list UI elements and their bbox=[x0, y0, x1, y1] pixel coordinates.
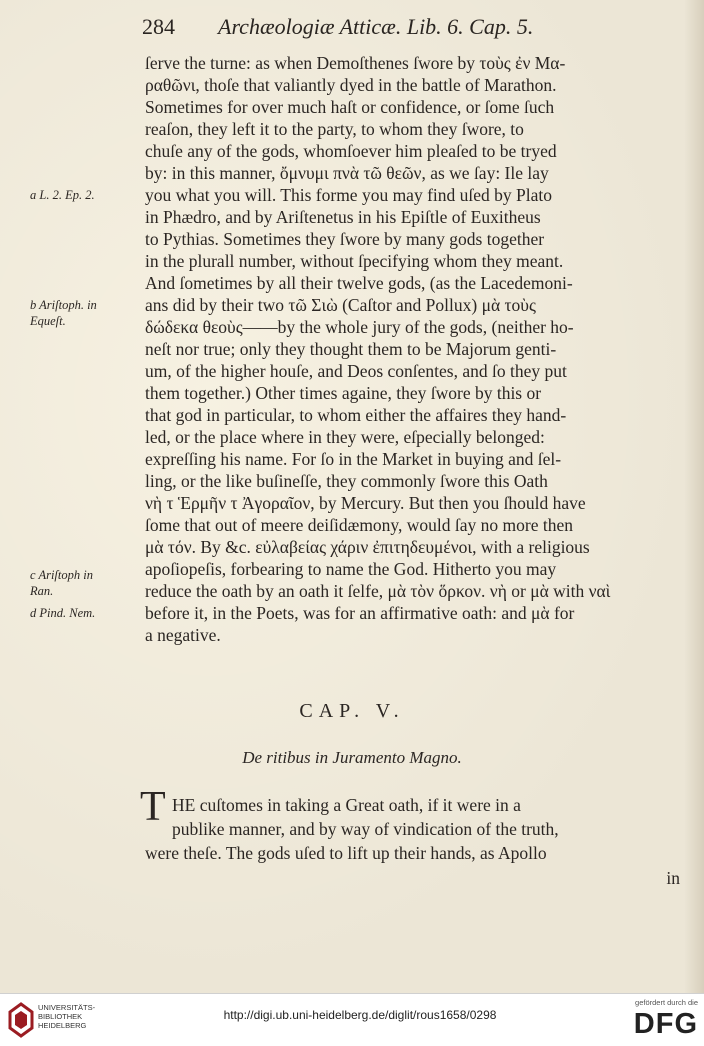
chapter-subtitle: De ritibus in Juramento Magno. bbox=[242, 748, 462, 767]
chapter-heading: CAP. V. bbox=[299, 700, 405, 722]
funded-by-label: gefördert durch die bbox=[635, 998, 698, 1007]
text-line: publike manner, and by way of vindication of the truth, bbox=[172, 819, 559, 839]
page-number: 284 bbox=[142, 14, 175, 39]
permalink-url[interactable]: http://digi.ub.uni-heidelberg.de/diglit/rous1658/0298 bbox=[223, 1008, 497, 1022]
catchword: in bbox=[666, 868, 680, 888]
text-line: that god in particular, to whom either the affaires they hand- bbox=[145, 405, 567, 425]
text-line: νὴ τ Ἑρμῆν τ Ἀγοραῖον, by Mercury. But then you ſhould have bbox=[145, 493, 586, 513]
text-line: ſerve the turne: as when Demoſthenes ſwore by τοὺς ἐν Μα- bbox=[145, 53, 566, 73]
text-line: reduce the oath by an oath it ſelfe, μὰ τὸν ὅρκον. νὴ or μὰ with ναὶ bbox=[145, 581, 611, 601]
text-line: to Pythias. Sometimes they ſwore by many gods together bbox=[145, 229, 545, 249]
margin-note: Ran. bbox=[30, 584, 54, 598]
library-name-line: UNIVERSITÄTS- bbox=[38, 1003, 96, 1012]
text-line: in the plurall number, without ſpecifying whom they meant. bbox=[145, 251, 564, 271]
text-line: δώδεκα θεοὺς——by the whole jury of the gods, (neither ho- bbox=[145, 317, 574, 337]
text-line: reaſon, they left it to the party, to whom they ſwore, to bbox=[145, 119, 524, 139]
margin-note: Equeſt. bbox=[30, 314, 66, 328]
dfg-logo: DFG bbox=[633, 1008, 698, 1040]
text-line: ans did by their two τῶ Σιὼ (Caſtor and Pollux) μὰ τοὺς bbox=[145, 295, 536, 315]
library-name bbox=[38, 1003, 128, 1039]
text-line: Sometimes for over much haſt or confidence, or ſome ſuch bbox=[145, 97, 555, 117]
margin-note: b Ariſtoph. in bbox=[30, 298, 97, 312]
text-line: before it, in the Poets, was for an affirmative oath: and μὰ for bbox=[145, 603, 575, 623]
text-line: a negative. bbox=[145, 625, 221, 645]
university-library-logo-icon bbox=[8, 1002, 34, 1038]
running-title: Archæologiæ Atticæ. Lib. 6. Cap. 5. bbox=[218, 14, 534, 39]
text-line: neſt nor true; only they thought them to be Majorum genti- bbox=[145, 339, 557, 359]
text-line: in Phædro, and by Ariſtenetus in his Epiſtle of Euxitheus bbox=[145, 207, 541, 227]
page-edge-shadow bbox=[684, 0, 704, 993]
text-line: um, of the higher houſe, and Deos conſentes, and ſo they put bbox=[145, 361, 567, 381]
margin-note: a L. 2. Ep. 2. bbox=[30, 188, 95, 202]
library-name-line: HEIDELBERG bbox=[38, 1021, 87, 1030]
text-line: led, or the place where in they were, eſpecially belonged: bbox=[145, 427, 545, 447]
text-line: expreſſing his name. For ſo in the Market in buying and ſel- bbox=[145, 449, 562, 469]
viewer-footer bbox=[0, 993, 704, 1046]
text-line: by: in this manner, ὄμνυμι πνὰ τῶ θεῶν, as we ſay: Ile lay bbox=[145, 163, 549, 183]
text-line: chuſe any of the gods, whomſoever him pleaſed to be tryed bbox=[145, 141, 557, 161]
library-name-line: BIBLIOTHEK bbox=[38, 1012, 83, 1021]
text-line: you what you will. This forme you may find uſed by Plato bbox=[145, 185, 552, 205]
text-line: ραθῶνι, thoſe that valiantly dyed in the battle of Marathon. bbox=[145, 75, 557, 95]
text-line: ſome that out of meere deiſidæmony, would ſay no more then bbox=[145, 515, 574, 535]
text-line: were theſe. The gods uſed to lift up their hands, as Apollo bbox=[145, 843, 547, 863]
text-line: HE cuſtomes in taking a Great oath, if it were in a bbox=[172, 795, 521, 815]
text-line: μὰ τόν. By &c. εὐλαβείας χάριν ἐπιτηδευμένοι, with a religious bbox=[145, 537, 590, 557]
text-line: them together.) Other times againe, they ſwore by this or bbox=[145, 383, 542, 403]
text-line: ling, or the like buſineſſe, they commonly ſwore this Oath bbox=[145, 471, 548, 491]
running-header bbox=[140, 14, 680, 44]
margin-note: c Ariſtoph in bbox=[30, 568, 93, 582]
drop-cap: T bbox=[140, 784, 166, 830]
text-line: And ſometimes by all their twelve gods, (as the Lacedemoni- bbox=[145, 273, 573, 293]
margin-note: d Pind. Nem. bbox=[30, 606, 96, 620]
text-line: apoſiopeſis, forbearing to name the God. Hitherto you may bbox=[145, 559, 557, 579]
